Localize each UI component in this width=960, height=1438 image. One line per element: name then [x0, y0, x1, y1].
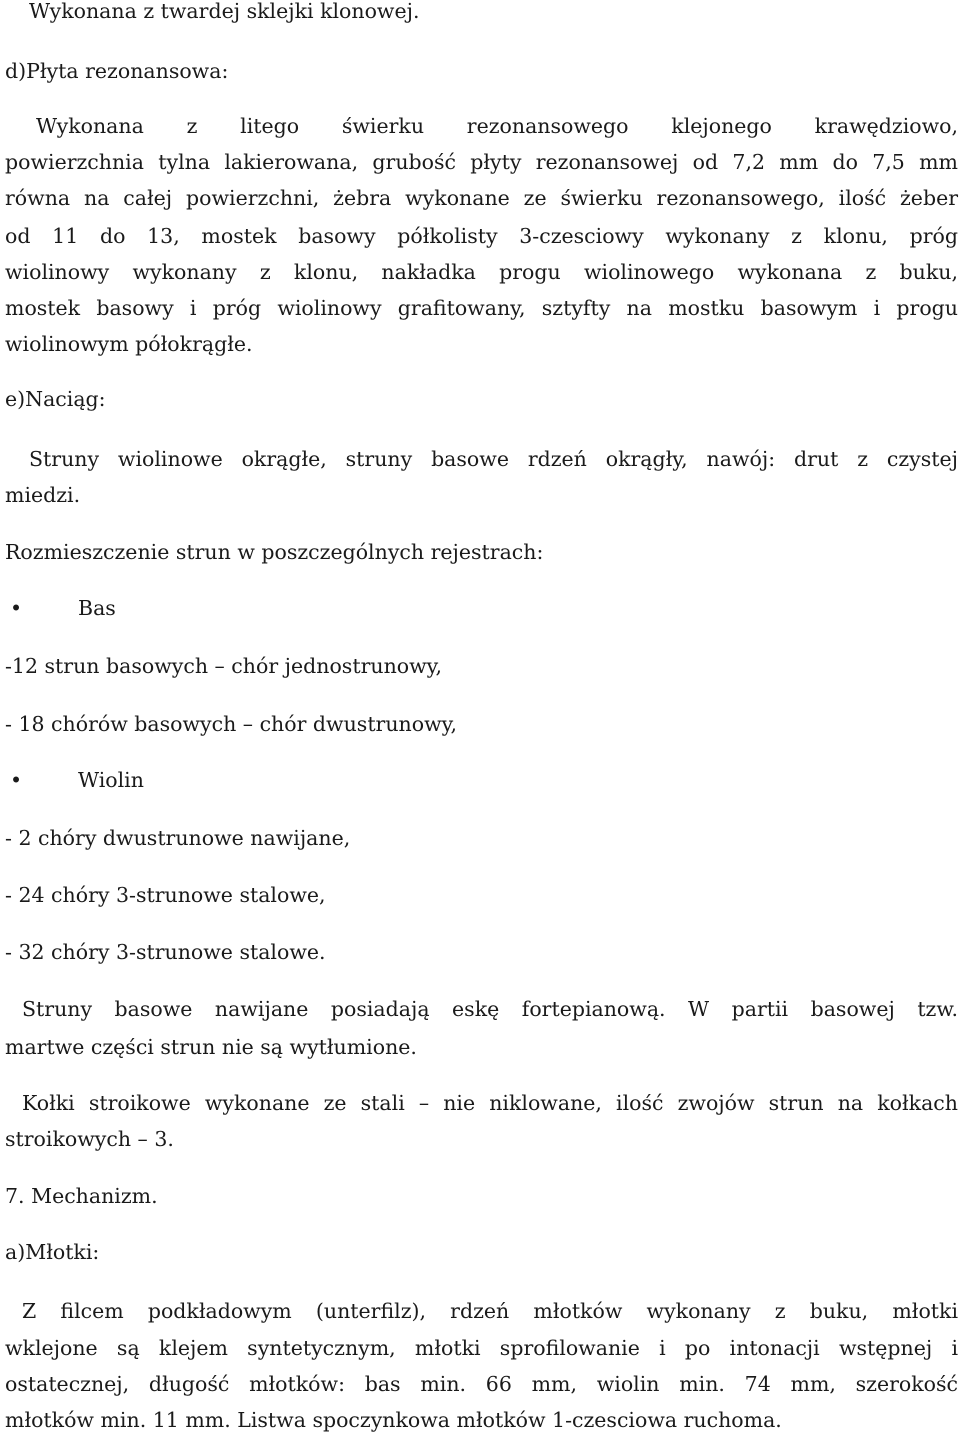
section-e-line-2: miedzi.: [5, 483, 81, 507]
bass-item-1: -12 strun basowych – chór jednostrunowy,: [5, 654, 443, 678]
bullet-bas: [5, 594, 305, 622]
section-d-line-7: wiolinowym półokrągłe.: [5, 332, 253, 356]
bullet-icon: •: [10, 596, 23, 620]
section-d-line-6: mostek basowy i próg wiolinowy grafitowany, sztyfty na mostku basowym i progu: [5, 296, 958, 320]
bullet-wiolin-label: Wiolin: [78, 768, 144, 792]
violin-item-2: - 24 chóry 3-strunowe stalowe,: [5, 883, 326, 907]
intro-line: Wykonana z twardej sklejki klonowej.: [29, 0, 420, 23]
section-e-heading: e)Naciąg:: [5, 387, 106, 411]
section-d-line-3: równa na całej powierzchni, żebra wykonane ze świerku rezonansowego, ilość żeber: [5, 186, 958, 210]
section-d-line-1: Wykonana z litego świerku rezonansowego klejonego krawędziowo,: [36, 114, 958, 138]
hammers-line-3: ostatecznej, długość młotków: bas min. 66 mm, wiolin min. 74 mm, szerokość: [5, 1372, 958, 1396]
hammers-line-1: Z filcem podkładowym (unterfilz), rdzeń młotków wykonany z buku, młotki: [22, 1299, 958, 1323]
violin-item-1: - 2 chóry dwustrunowe nawijane,: [5, 826, 351, 850]
section-d-heading: d)Płyta rezonansowa:: [5, 59, 229, 83]
section-e-line-1: Struny wiolinowe okrągłe, struny basowe rdzeń okrągły, nawój: drut z czystej: [29, 447, 958, 471]
section-d-line-4: od 11 do 13, mostek basowy półkolisty 3-czesciowy wykonany z klonu, próg: [5, 224, 958, 248]
bullet-wiolin: [5, 766, 305, 794]
bass-strings-line-1: Struny basowe nawijane posiadają eskę fortepianową. W partii basowej tzw.: [22, 997, 958, 1021]
section-d-line-5: wiolinowy wykonany z klonu, nakładka progu wiolinowego wykonana z buku,: [5, 260, 958, 284]
tuning-pins-line-2: stroikowych – 3.: [5, 1127, 174, 1151]
bullet-bas-label: Bas: [78, 596, 116, 620]
hammers-line-2: wklejone są klejem syntetycznym, młotki sprofilowanie i po intonacji wstępnej i: [5, 1336, 958, 1360]
tuning-pins-line-1: Kołki stroikowe wykonane ze stali – nie niklowane, ilość zwojów strun na kołkach: [22, 1091, 958, 1115]
section-7-heading: 7. Mechanizm.: [5, 1184, 158, 1208]
hammers-line-4: młotków min. 11 mm. Listwa spoczynkowa młotków 1-czesciowa ruchoma.: [5, 1408, 782, 1432]
violin-item-3: - 32 chóry 3-strunowe stalowe.: [5, 940, 326, 964]
bass-item-2: - 18 chórów basowych – chór dwustrunowy,: [5, 712, 458, 736]
section-d-line-2: powierzchnia tylna lakierowana, grubość płyty rezonansowej od 7,2 mm do 7,5 mm: [5, 150, 958, 174]
section-7-subheading: a)Młotki:: [5, 1240, 100, 1264]
bullet-icon: •: [10, 768, 23, 792]
bass-strings-line-2: martwe części strun nie są wytłumione.: [5, 1035, 417, 1059]
distribution-heading: Rozmieszczenie strun w poszczególnych rejestrach:: [5, 540, 544, 564]
